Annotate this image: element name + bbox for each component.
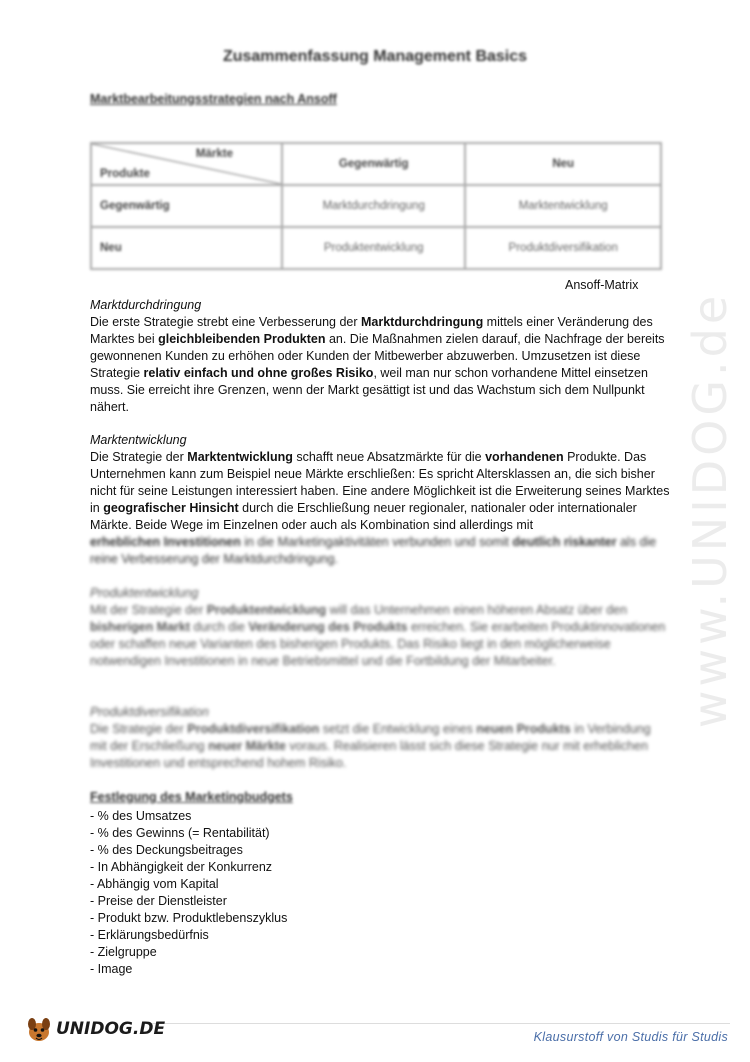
- text-run: schafft neue Absatzmärkte für die: [292, 450, 486, 464]
- list-item: - Preise der Dienstleister: [90, 894, 227, 908]
- section-paragraph: [90, 721, 670, 772]
- list-item: - Zielgruppe: [90, 945, 157, 959]
- watermark-text: www.UNIDOG.de: [683, 291, 737, 729]
- unidog-logo: [24, 1014, 165, 1044]
- bold-run: gleichbleibenden Produkten: [158, 332, 326, 346]
- list-item: - % des Umsatzes: [90, 809, 192, 823]
- list-item: - Produkt bzw. Produktlebenszyklus: [90, 911, 288, 925]
- matrix-row: [91, 227, 661, 269]
- footer-divider: [150, 1023, 730, 1024]
- section-marktentwicklung: [90, 432, 670, 568]
- logo-text: UNIDOG.DE: [56, 1019, 166, 1039]
- budget-title: Festlegung des Marketingbudgets: [90, 790, 293, 804]
- text-run: Produkte. Das Unternehmen kann zum Beispiel neue Märkte erschließen: Es spricht Altersklassen an, die sich bisher nicht für seine Leistungen interessiert haben. Eine andere Möglichkeit ist die Erweiterung seines Marktes in: [90, 450, 670, 515]
- matrix-row: [91, 185, 661, 227]
- text-run: Mit der Strategie der: [90, 603, 207, 617]
- watermark: [620, 280, 750, 740]
- text-run: als die reine Verbesserung der Marktdurchdringung.: [90, 535, 657, 566]
- dog-icon: [24, 1014, 54, 1044]
- section-paragraph: [90, 602, 670, 670]
- matrix-corner-cell: [91, 143, 282, 185]
- ansoff-matrix-table: [90, 142, 662, 270]
- list-item: - Erklärungsbedürfnis: [90, 928, 209, 942]
- text-run: voraus. Realisieren lässt sich diese Strategie nur mit erheblichen Investitionen und entsprechend hohem Risiko.: [90, 739, 648, 770]
- matrix-col-header: Gegenwärtig: [282, 143, 465, 185]
- footer-tagline: Klausurstoff von Studis für Studis: [533, 1030, 728, 1044]
- bold-run: neuer Märkte: [208, 739, 286, 753]
- bold-run: vorhandenen: [485, 450, 564, 464]
- bold-run: erheblichen Investitionen: [90, 535, 241, 549]
- text-run: Die erste Strategie strebt eine Verbesserung der: [90, 315, 361, 329]
- section-produktdiversifikation: [90, 704, 670, 772]
- bold-run: relativ einfach und ohne großes Risiko: [143, 366, 374, 380]
- matrix-cell: Produktdiversifikation: [465, 227, 661, 269]
- bold-run: Veränderung des Produkts: [248, 620, 408, 634]
- section-heading: Marktentwicklung: [90, 433, 187, 447]
- matrix-row-header: Gegenwärtig: [91, 185, 282, 227]
- matrix-col-header: Neu: [465, 143, 661, 185]
- text-run: in die Marketingaktivitäten verbunden und somit: [240, 535, 513, 549]
- section-subtitle: Marktbearbeitungsstrategien nach Ansoff: [90, 92, 337, 106]
- matrix-caption: Ansoff-Matrix: [565, 278, 639, 292]
- text-run: will das Unternehmen einen höheren Absatz über den: [326, 603, 628, 617]
- text-run: an. Die Maßnahmen zielen darauf, die Nachfrage der bereits gewonnenen Kunden zu erhöhen oder Kunden der Mitbewerber abzuwerben. Umzusetzen ist diese Strategie: [90, 332, 665, 380]
- text-run: , weil man nur schon vorhandene Mittel einsetzen muss. Sie erreicht ihre Grenzen, wenn der Markt gesättigt ist und das Wachstum sich dem Nullpunkt nähert.: [90, 366, 648, 414]
- text-run: setzt die Entwicklung eines: [319, 722, 477, 736]
- text-run: Die Strategie der: [90, 450, 188, 464]
- document-title: Zusammenfassung Management Basics: [222, 48, 528, 65]
- text-run: mittels einer Veränderung des Marktes bei: [90, 315, 653, 346]
- section-heading: Produktdiversifikation: [90, 705, 209, 719]
- matrix-row-header: Neu: [91, 227, 282, 269]
- bold-run: Marktentwicklung: [187, 450, 293, 464]
- section-paragraph: [90, 314, 670, 416]
- text-run: durch die: [190, 620, 249, 634]
- text-run: in Verbindung mit der Erschließung: [90, 722, 651, 753]
- list-item: - % des Deckungsbeitrages: [90, 843, 243, 857]
- matrix-corner-markets: Märkte: [195, 148, 233, 160]
- section-heading: Produktentwicklung: [90, 586, 199, 600]
- matrix-cell: Produktentwicklung: [282, 227, 465, 269]
- bold-run: Produktentwicklung: [206, 603, 327, 617]
- section-marktdurchdringung: [90, 297, 670, 416]
- bold-run: deutlich riskanter: [512, 535, 617, 549]
- section-produktentwicklung: [90, 585, 670, 670]
- section-paragraph: [90, 449, 670, 534]
- text-run: erreichen. Sie erarbeiten Produktinnovationen oder schaffen neue Varianten des bisherigen Produkts. Das Risiko liegt in den möglicherweise notwendigen Investitionen in neue Betriebsmittel und die Fortbildung der Mitarbeiter.: [90, 620, 666, 668]
- matrix-cell: Marktdurchdringung: [282, 185, 465, 227]
- list-item: - % des Gewinns (= Rentabilität): [90, 826, 270, 840]
- bold-run: geografischer Hinsicht: [103, 501, 239, 515]
- matrix-cell: Marktentwicklung: [465, 185, 661, 227]
- list-item: - Image: [90, 962, 133, 976]
- bold-run: neuen Produkts: [476, 722, 571, 736]
- bold-run: bisherigen Markt: [90, 620, 191, 634]
- matrix-corner-products: Produkte: [100, 168, 150, 180]
- list-item: - In Abhängigkeit der Konkurrenz: [90, 860, 273, 874]
- bold-run: Marktdurchdringung: [360, 315, 484, 329]
- section-heading: Marktdurchdringung: [90, 298, 202, 312]
- matrix-header-row: [91, 143, 661, 185]
- section-paragraph-blurred: [90, 534, 670, 568]
- list-item: - Abhängig vom Kapital: [90, 877, 219, 891]
- text-run: durch die Erschließung neuer regionaler, nationaler oder internationaler Märkte. Beide Wege im Einzelnen oder auch als Kombination sind allerdings mit: [90, 501, 637, 532]
- bold-run: Produktdiversifikation: [187, 722, 320, 736]
- text-run: Die Strategie der: [90, 722, 188, 736]
- budget-list: [90, 808, 293, 978]
- budget-section: [90, 789, 293, 978]
